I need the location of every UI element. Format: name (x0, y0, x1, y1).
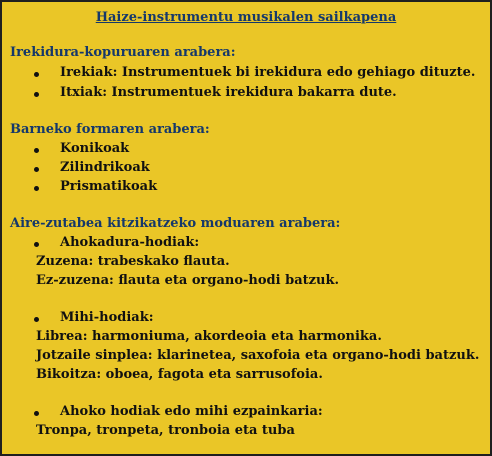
line-single-reed: Jotzaile sinplea: klarinetea, saxofoia eta organo-hodi batzuk. (36, 348, 480, 363)
line-brass: Tronpa, tronpeta, tronboia eta tuba (36, 423, 295, 438)
heading-excitation: Aire-zutabea kitzikatzeko moduaren arabera: (10, 216, 341, 231)
bullet-edge-tones: Ahokadura-hodiak: (34, 235, 199, 250)
bullet-conical: Konikoak (34, 141, 129, 156)
line-indirect: Ez-zuzena: flauta eta organo-hodi batzuk. (36, 273, 339, 288)
bullet-prismatic: Prismatikoak (34, 179, 157, 194)
bullet-cylindrical: Zilindrikoak (34, 160, 150, 175)
bullet-closed: Itxiak: Instrumentuek irekidura bakarra dute. (34, 85, 397, 100)
document-title: Haize-instrumentu musikalen sailkapena (95, 10, 397, 25)
heading-openings: Irekidura-kopuruaren arabera: (10, 45, 236, 60)
bullet-lip-reed: Ahoko hodiak edo mihi ezpainkaria: (34, 404, 323, 419)
bullet-open: Irekiak: Instrumentuek bi irekidura edo gehiago dituzte. (34, 65, 475, 80)
bullet-reed-pipes: Mihi-hodiak: (34, 310, 154, 325)
line-direct: Zuzena: trabeskako flauta. (36, 254, 230, 269)
line-free-reed: Librea: harmoniuma, akordeoia eta harmonika. (36, 329, 382, 344)
line-double-reed: Bikoitza: oboea, fagota eta sarrusofoia. (36, 367, 323, 382)
heading-internal-shape: Barneko formaren arabera: (10, 122, 210, 137)
